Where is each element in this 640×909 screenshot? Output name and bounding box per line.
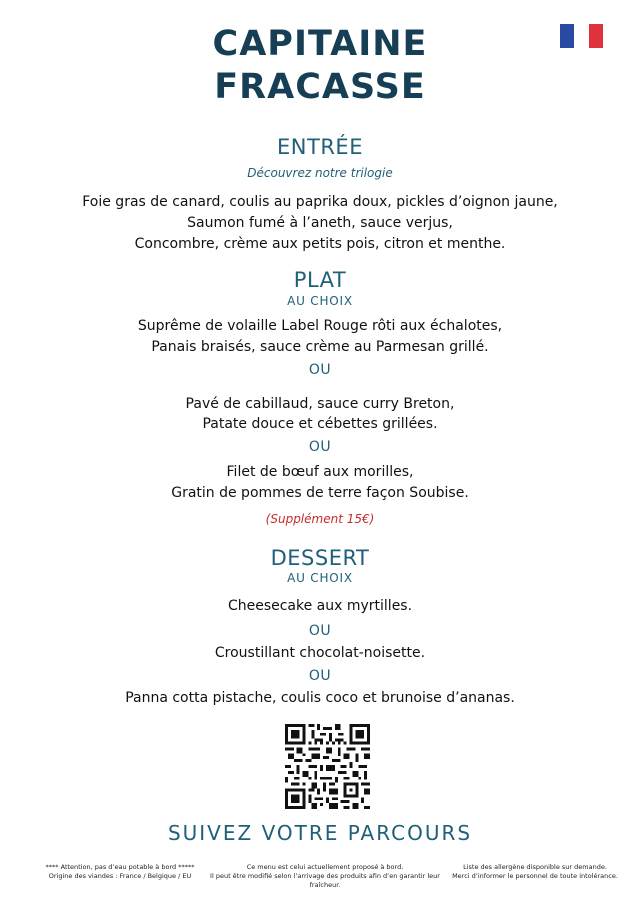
plat-option1-line: Suprême de volaille Label Rouge rôti aux échalotes, <box>137 318 503 334</box>
plat-subheading: AU CHOIX <box>287 294 353 308</box>
entree-tagline: Découvrez notre trilogie <box>247 166 393 180</box>
plat-option1-line: Panais braisés, sauce crème au Parmesan grillé. <box>151 339 489 355</box>
entree-line: Saumon fumé à l’aneth, sauce verjus, <box>187 215 453 231</box>
entree-line: Foie gras de canard, coulis au paprika doux, pickles d’oignon jaune, <box>82 194 558 210</box>
footer-center <box>200 863 450 890</box>
footer-text: Liste des allergène disponible sur demande. <box>463 863 607 871</box>
menu-title-line2: FRACASSE <box>214 67 426 107</box>
footer-text: Il peut être modifié selon l’arrivage des produits afin d’en garantir leur fraîcheur. <box>210 872 440 889</box>
plat-option2-line: Patate douce et cébettes grillées. <box>202 416 438 432</box>
plat-option3-line: Gratin de pommes de terre façon Soubise. <box>171 485 469 501</box>
plat-option3-line: Filet de bœuf aux morilles, <box>226 464 414 480</box>
plat-supplement: (Supplément 15€) <box>265 512 375 526</box>
footer-text: Ce menu est celui actuellement proposé à bord. <box>246 863 404 871</box>
plat-or-separator: OU <box>308 362 332 378</box>
plat-option2-line: Pavé de cabillaud, sauce curry Breton, <box>185 396 455 412</box>
entree-heading: ENTRÉE <box>277 135 363 159</box>
plat-or-separator: OU <box>308 439 332 455</box>
dessert-option3: Panna cotta pistache, coulis coco et brunoise d’ananas. <box>125 690 515 706</box>
footer-text: **** Attention, pas d’eau potable à bord ***** <box>45 863 195 871</box>
follow-route-heading: SUIVEZ VOTRE PARCOURS <box>167 821 473 845</box>
footer-text: Origine des viandes : France / Belgique / EU <box>48 872 192 880</box>
footer-left <box>20 863 220 881</box>
entree-line: Concombre, crème aux petits pois, citron et menthe. <box>134 236 506 252</box>
dessert-subheading: AU CHOIX <box>287 571 353 585</box>
dessert-option1: Cheesecake aux myrtilles. <box>227 598 413 614</box>
footer-text: Merci d’informer le personnel de toute intolérance. <box>452 872 618 880</box>
dessert-heading: DESSERT <box>270 546 370 570</box>
dessert-option2: Croustillant chocolat-noisette. <box>214 645 426 661</box>
plat-heading: PLAT <box>293 268 347 292</box>
dessert-or-separator: OU <box>308 668 332 684</box>
footer-right <box>440 863 630 881</box>
dessert-or-separator: OU <box>308 623 332 639</box>
menu-title-line1: CAPITAINE <box>212 24 428 64</box>
qr-code-icon[interactable] <box>285 724 370 809</box>
